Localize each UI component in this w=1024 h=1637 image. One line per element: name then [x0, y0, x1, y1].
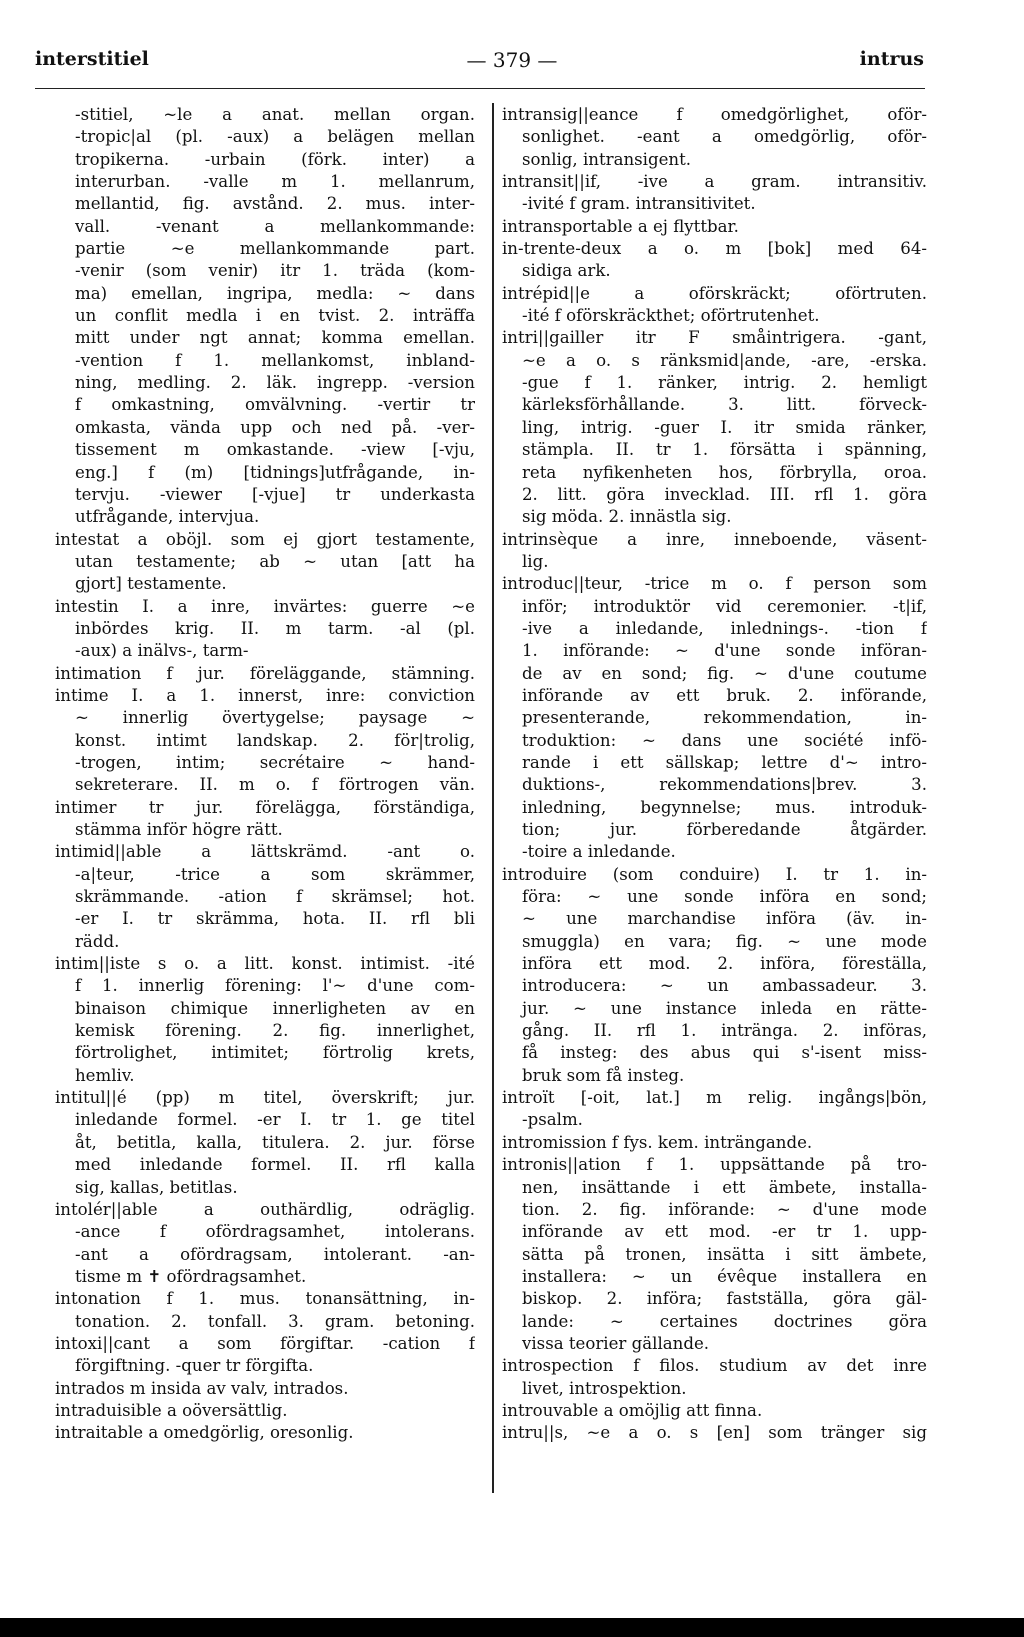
- entry-line: jur. ~ une instance inleda en rätte-: [522, 998, 927, 1018]
- entry-line: intrados m insida av valv, intrados.: [55, 1378, 349, 1398]
- entry-line: sig, kallas, betitlas.: [75, 1177, 238, 1197]
- entry-line: introspection f filos. studium av det inre: [502, 1356, 927, 1376]
- entry-line: tropikerna. -urbain (förk. inter) a: [75, 149, 475, 169]
- entry-line: ~e a o. s ränksmid|ande, -are, -erska.: [522, 350, 927, 370]
- entry-line: -psalm.: [522, 1110, 583, 1130]
- entry-line: tonation. 2. tonfall. 3. gram. betoning.: [75, 1311, 475, 1331]
- entry-line: skrämmande. -ation f skrämsel; hot.: [75, 887, 475, 907]
- entry-line: reta nyfikenheten hos, förbrylla, oroa.: [522, 462, 927, 482]
- entry-line: intolér||able a outhärdlig, odräglig.: [55, 1199, 475, 1219]
- entry-line: intrépid||e a oförskräckt; oförtruten.: [502, 283, 927, 303]
- entry-line: intraitable a omedgörlig, oresonlig.: [55, 1423, 354, 1443]
- entry-line: inför; introduktör vid ceremonier. -t|if,: [522, 596, 927, 616]
- entry-line: intoxi||cant a som förgiftar. -cation f: [55, 1333, 475, 1353]
- entry-line: sonlighet. -eant a omedgörlig, oför-: [522, 127, 927, 147]
- entry-line: mellantid, fig. avstånd. 2. mus. inter-: [75, 194, 475, 214]
- entry-line: intraduisible a oöversättlig.: [55, 1400, 288, 1420]
- entry-line: interurban. -valle m 1. mellanrum,: [75, 172, 475, 192]
- entry-line: vissa teorier gällande.: [522, 1333, 710, 1353]
- entry-line: hemliv.: [75, 1065, 135, 1085]
- entry-line: troduktion: ~ dans une société infö-: [522, 730, 927, 750]
- entry-line: 2. litt. göra invecklad. III. rfl 1. göra: [522, 484, 927, 504]
- entry-line: intitul||é (pp) m titel, överskrift; jur.: [55, 1088, 475, 1108]
- entry-line: rädd.: [75, 931, 120, 951]
- entry-line: -ant a ofördragsam, intolerant. -an-: [75, 1244, 475, 1264]
- entry-line: tion; jur. förberedande åtgärder.: [522, 820, 927, 839]
- entry-line: in-trente-deux a o. m [bok] med 64-: [502, 239, 927, 259]
- entry-line: intime I. a 1. innerst, inre: conviction: [55, 685, 475, 705]
- entry-line: intimation f jur. föreläggande, stämning.: [55, 663, 475, 683]
- entry-line: ~ une marchandise införa (äv. in-: [522, 909, 927, 929]
- entry-line: -toire a inledande.: [522, 842, 676, 862]
- entry-line: installera: ~ un évêque installera en: [522, 1266, 927, 1286]
- entry-line: stämma inför högre rätt.: [75, 820, 283, 839]
- entry-line: tisme m ✝ ofördragsamhet.: [75, 1266, 307, 1286]
- entry-line: smuggla) en vara; fig. ~ une mode: [522, 931, 927, 951]
- entry-line: introducera: ~ un ambassadeur. 3.: [522, 976, 927, 996]
- entry-line: ning, medling. 2. läk. ingrepp. -version: [75, 373, 475, 393]
- entry-line: mitt under ngt annat; komma emellan.: [75, 328, 475, 348]
- entry-line: intonation f 1. mus. tonansättning, in-: [55, 1289, 475, 1309]
- entry-line: intromission f fys. kem. inträngande.: [502, 1132, 813, 1152]
- entry-line: binaison chimique innerligheten av en: [75, 998, 475, 1018]
- entry-line: omkasta, vända upp och ned på. -ver-: [75, 417, 475, 437]
- entry-line: intransportable a ej flyttbar.: [502, 216, 739, 236]
- entry-line: tissement m omkastande. -view [-vju,: [75, 440, 475, 460]
- header-rule: [35, 88, 925, 89]
- entry-line: partie ~e mellankommande part.: [75, 239, 475, 259]
- entry-line: vall. -venant a mellankommande:: [75, 216, 475, 236]
- entry-line: -venir (som venir) itr 1. träda (kom-: [75, 261, 475, 281]
- entry-line: sätta på tronen, insätta i sitt ämbete,: [522, 1244, 927, 1264]
- entry-line: intestat a oböjl. som ej gjort testamente,: [55, 529, 475, 549]
- header-first-word: interstitiel: [35, 48, 149, 70]
- entry-line: -ité f oförskräckthet; oförtrutenhet.: [522, 306, 820, 326]
- entry-line: intronis||ation f 1. uppsättande på tro-: [502, 1155, 927, 1175]
- entry-line: -gue f 1. ränker, intrig. 2. hemligt: [522, 373, 927, 393]
- entry-line: utan testamente; ab ~ utan [att ha: [75, 551, 475, 571]
- entry-line: förgiftning. -quer tr förgifta.: [75, 1356, 314, 1376]
- entry-line: gjort] testamente.: [75, 574, 227, 594]
- entry-line: intrinsèque a inre, inneboende, väsent-: [502, 529, 927, 549]
- entry-line: sekreterare. II. m o. f förtrogen vän.: [75, 775, 475, 795]
- entry-line: f omkastning, omvälvning. -vertir tr: [75, 395, 475, 415]
- entry-line: -ance f ofördragsamhet, intolerans.: [75, 1222, 475, 1242]
- right-column: [502, 104, 927, 1445]
- entry-line: tion. 2. fig. införande: ~ d'une mode: [522, 1199, 927, 1219]
- entry-line: ~ innerlig övertygelse; paysage ~: [75, 708, 475, 728]
- entry-line: introduc||teur, -trice m o. f person som: [502, 574, 927, 594]
- entry-line: de av en sond; fig. ~ d'une coutume: [522, 663, 927, 683]
- entry-line: ling, intrig. -guer I. itr smida ränker,: [522, 417, 927, 437]
- entry-line: -trogen, intim; secrétaire ~ hand-: [75, 752, 475, 772]
- entry-line: eng.] f (m) [tidnings]utfrågande, in-: [75, 462, 475, 482]
- entry-line: kärleksförhållande. 3. litt. förveck-: [522, 395, 927, 415]
- entry-line: intransit||if, -ive a gram. intransitiv.: [502, 172, 927, 192]
- entry-line: intri||gailler itr F småintrigera. -gant,: [502, 328, 927, 348]
- column-divider: [492, 103, 494, 1493]
- entry-line: intru||s, ~e a o. s [en] som tränger sig: [502, 1423, 927, 1443]
- entry-line: -tropic|al (pl. -aux) a belägen mellan: [75, 127, 475, 147]
- entry-line: med inledande formel. II. rfl kalla: [75, 1155, 475, 1175]
- entry-line: presenterande, rekommendation, in-: [522, 708, 927, 728]
- entry-line: rande i ett sällskap; lettre d'~ intro-: [522, 752, 927, 772]
- entry-line: -stitiel, ~le a anat. mellan organ.: [75, 105, 475, 124]
- entry-line: ma) emellan, ingripa, medla: ~ dans: [75, 283, 475, 303]
- entry-line: föra: ~ une sonde införa en sond;: [522, 887, 927, 907]
- header-last-word: intrus: [859, 48, 924, 70]
- entry-line: införande av ett mod. -er tr 1. upp-: [522, 1222, 927, 1242]
- entry-line: konst. intimt landskap. 2. för|trolig,: [75, 730, 475, 750]
- entry-line: intestin I. a inre, invärtes: guerre ~e: [55, 596, 475, 616]
- entry-line: biskop. 2. införa; fastställa, göra gäl-: [522, 1289, 927, 1309]
- entry-line: intimer tr jur. förelägga, förständiga,: [55, 797, 475, 817]
- entry-line: nen, insättande i ett ämbete, installa-: [522, 1177, 927, 1197]
- entry-line: -ivité f gram. intransitivitet.: [522, 194, 756, 214]
- entry-line: bruk som få insteg.: [522, 1065, 685, 1085]
- entry-line: introuvable a omöjlig att finna.: [502, 1400, 763, 1420]
- entry-line: lande: ~ certaines doctrines göra: [522, 1311, 927, 1331]
- entry-line: tervju. -viewer [-vjue] tr underkasta: [75, 484, 475, 504]
- entry-line: -aux) a inälvs-, tarm-: [75, 641, 249, 661]
- left-column: [55, 104, 475, 1445]
- entry-line: få insteg: des abus qui s'-isent miss-: [522, 1043, 927, 1063]
- entry-line: lig.: [522, 551, 549, 571]
- entry-line: inledande formel. -er I. tr 1. ge titel: [75, 1110, 475, 1130]
- entry-line: intim||iste s o. a litt. konst. intimist. -ité: [55, 954, 475, 974]
- entry-line: introït [-oit, lat.] m relig. ingångs|bön,: [502, 1088, 927, 1108]
- entry-line: införande av ett bruk. 2. införande,: [522, 685, 927, 705]
- entry-line: förtrolighet, intimitet; förtrolig krets,: [75, 1043, 475, 1063]
- entry-line: intimid||able a lättskrämd. -ant o.: [55, 842, 475, 862]
- entry-line: intransig||eance f omedgörlighet, oför-: [502, 105, 927, 124]
- entry-line: sig möda. 2. innästla sig.: [522, 507, 732, 527]
- entry-line: sonlig, intransigent.: [522, 149, 692, 169]
- entry-line: -ive a inledande, inlednings-. -tion f: [522, 618, 927, 638]
- entry-line: kemisk förening. 2. fig. innerlighet,: [75, 1021, 475, 1041]
- entry-line: gång. II. rfl 1. intränga. 2. införas,: [522, 1021, 927, 1041]
- entry-line: -er I. tr skrämma, hota. II. rfl bli: [75, 909, 475, 929]
- entry-line: åt, betitla, kalla, titulera. 2. jur. förse: [75, 1132, 475, 1152]
- entry-line: -a|teur, -trice a som skrämmer,: [75, 864, 475, 884]
- entry-line: un conflit medla i en tvist. 2. inträffa: [75, 306, 475, 326]
- entry-line: duktions-, rekommendations|brev. 3.: [522, 775, 927, 795]
- scan-bottom-edge: [0, 1618, 1024, 1637]
- entry-line: inledning, begynnelse; mus. introduk-: [522, 797, 927, 817]
- entry-line: utfrågande, intervjua.: [75, 507, 260, 527]
- entry-line: f 1. innerlig förening: l'~ d'une com-: [75, 976, 475, 996]
- page-number: — 379 —: [466, 48, 558, 72]
- entry-line: sidiga ark.: [522, 261, 611, 281]
- entry-line: stämpla. II. tr 1. försätta i spänning,: [522, 440, 927, 460]
- entry-line: introduire (som conduire) I. tr 1. in-: [502, 864, 927, 884]
- entry-line: -vention f 1. mellankomst, inbland-: [75, 350, 475, 370]
- entry-line: 1. införande: ~ d'une sonde införan-: [522, 641, 927, 661]
- entry-line: inbördes krig. II. m tarm. -al (pl.: [75, 618, 475, 638]
- entry-line: införa ett mod. 2. införa, föreställa,: [522, 954, 927, 974]
- entry-line: livet, introspektion.: [522, 1378, 687, 1398]
